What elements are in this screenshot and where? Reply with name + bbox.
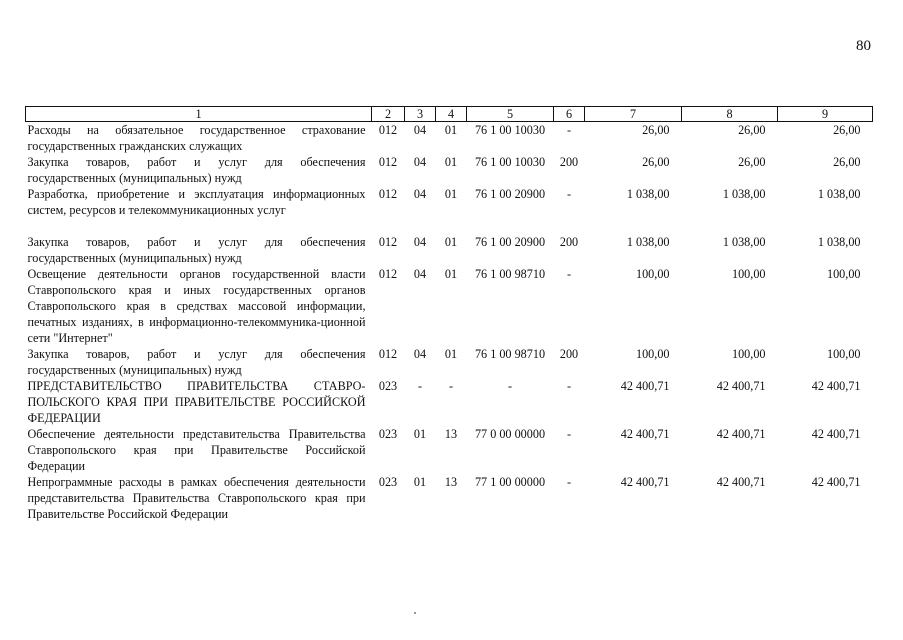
row-amount-2: 1 038,00: [722, 235, 766, 249]
table-spacer-row: [26, 218, 873, 234]
row-code-subsection: -: [448, 379, 454, 393]
table-row: [26, 474, 873, 522]
row-code-section: 01: [413, 475, 427, 489]
row-name: ПРЕДСТАВИТЕЛЬСТВО ПРАВИТЕЛЬСТВА СТАВРО-ПОЛЬСКОГО КРАЯ ПРИ ПРАВИТЕЛЬСТВЕ РОССИЙСКОЙ ФЕДЕРАЦИИ: [27, 379, 366, 425]
table-row: [26, 378, 873, 426]
row-code-ministry: 023: [378, 427, 398, 441]
row-code-expense-type: 200: [559, 235, 579, 249]
row-code-expense-type: -: [566, 379, 572, 393]
row-amount-2: 1 038,00: [722, 187, 766, 201]
row-code-target: -: [507, 379, 513, 393]
table-row: [26, 122, 873, 155]
row-amount-2: 42 400,71: [716, 379, 766, 393]
row-code-subsection: 13: [444, 475, 458, 489]
row-code-expense-type: 200: [559, 347, 579, 361]
row-code-subsection: 01: [444, 123, 458, 137]
row-code-expense-type: -: [566, 187, 572, 201]
row-name: Закупка товаров, работ и услуг для обеспечения государственных (муниципальных) нужд: [27, 155, 366, 185]
column-header-1: 1: [26, 107, 372, 122]
row-code-ministry: 012: [378, 347, 398, 361]
row-code-target: 76 1 00 10030: [474, 123, 546, 137]
row-amount-1: 42 400,71: [620, 379, 670, 393]
row-code-section: 04: [413, 235, 427, 249]
row-amount-1: 1 038,00: [626, 235, 670, 249]
column-header-8: 8: [682, 107, 778, 122]
row-amount-3: 42 400,71: [811, 427, 861, 441]
row-amount-1: 100,00: [635, 267, 670, 281]
row-code-target: 76 1 00 10030: [474, 155, 546, 169]
budget-table: [25, 106, 873, 522]
row-code-target: 77 0 00 00000: [474, 427, 546, 441]
table-row: [26, 234, 873, 266]
row-code-target: 76 1 00 20900: [474, 187, 546, 201]
row-amount-2: 26,00: [738, 155, 766, 169]
row-name: Закупка товаров, работ и услуг для обеспечения государственных (муниципальных) нужд: [27, 235, 366, 265]
row-amount-2: 42 400,71: [716, 475, 766, 489]
table-row: [26, 346, 873, 378]
row-code-ministry: 012: [378, 267, 398, 281]
row-amount-3: 42 400,71: [811, 379, 861, 393]
row-code-section: -: [417, 379, 423, 393]
row-name: Непрограммные расходы в рамках обеспечения деятельности представительства Правительства Ставропольского края при Правительстве Российской Федерации: [27, 475, 366, 521]
row-code-subsection: 01: [444, 155, 458, 169]
row-amount-2: 42 400,71: [716, 427, 766, 441]
row-code-expense-type: 200: [559, 155, 579, 169]
table-header-row: [26, 107, 873, 122]
column-header-3: 3: [405, 107, 436, 122]
row-amount-3: 100,00: [826, 267, 861, 281]
row-amount-3: 26,00: [833, 123, 861, 137]
row-code-target: 76 1 00 98710: [474, 267, 546, 281]
row-amount-1: 100,00: [635, 347, 670, 361]
row-code-section: 01: [413, 427, 427, 441]
row-code-ministry: 012: [378, 235, 398, 249]
column-header-5: 5: [467, 107, 554, 122]
row-amount-3: 1 038,00: [817, 187, 861, 201]
column-header-9: 9: [778, 107, 873, 122]
row-amount-1: 42 400,71: [620, 427, 670, 441]
row-amount-2: 26,00: [738, 123, 766, 137]
table-row: [26, 154, 873, 186]
row-code-section: 04: [413, 347, 427, 361]
row-code-section: 04: [413, 267, 427, 281]
row-code-section: 04: [413, 155, 427, 169]
scan-speck: [414, 612, 416, 614]
row-name: Обеспечение деятельности представительства Правительства Ставропольского края при Правительстве Российской Федерации: [27, 427, 366, 473]
row-name: Разработка, приобретение и эксплуатация информационных систем, ресурсов и телекоммуникационных услуг: [27, 187, 366, 217]
page-number: 80: [856, 38, 871, 54]
column-header-6: 6: [554, 107, 585, 122]
row-code-ministry: 012: [378, 155, 398, 169]
row-code-subsection: 01: [444, 187, 458, 201]
row-name: Освещение деятельности органов государственной власти Ставропольского края и иных государственных органов Ставропольского края в средствах массовой информации, печатных изданиях, в информационно-телекоммуника-ционной сети "Интернет": [27, 267, 366, 345]
row-amount-2: 100,00: [731, 267, 766, 281]
table-row: [26, 426, 873, 474]
row-code-expense-type: -: [566, 123, 572, 137]
row-code-subsection: 13: [444, 427, 458, 441]
row-code-ministry: 023: [378, 379, 398, 393]
table-row: [26, 266, 873, 346]
spacer-cell: [26, 218, 873, 234]
row-amount-1: 26,00: [642, 123, 670, 137]
row-amount-1: 1 038,00: [626, 187, 670, 201]
row-amount-3: 26,00: [833, 155, 861, 169]
row-code-section: 04: [413, 187, 427, 201]
row-name: Расходы на обязательное государственное страхование государственных гражданских служащих: [27, 123, 366, 153]
row-code-ministry: 012: [378, 187, 398, 201]
row-amount-3: 42 400,71: [811, 475, 861, 489]
row-code-expense-type: -: [566, 475, 572, 489]
row-amount-1: 26,00: [642, 155, 670, 169]
row-code-subsection: 01: [444, 347, 458, 361]
column-header-4: 4: [436, 107, 467, 122]
row-code-subsection: 01: [444, 267, 458, 281]
row-code-target: 76 1 00 98710: [474, 347, 546, 361]
row-amount-2: 100,00: [731, 347, 766, 361]
row-code-ministry: 023: [378, 475, 398, 489]
row-code-target: 77 1 00 00000: [474, 475, 546, 489]
row-name: Закупка товаров, работ и услуг для обеспечения государственных (муниципальных) нужд: [27, 347, 366, 377]
column-header-2: 2: [372, 107, 405, 122]
row-code-expense-type: -: [566, 267, 572, 281]
row-amount-3: 1 038,00: [817, 235, 861, 249]
row-amount-3: 100,00: [826, 347, 861, 361]
row-code-section: 04: [413, 123, 427, 137]
row-amount-1: 42 400,71: [620, 475, 670, 489]
table-row: [26, 186, 873, 218]
row-code-expense-type: -: [566, 427, 572, 441]
column-header-7: 7: [585, 107, 682, 122]
row-code-ministry: 012: [378, 123, 398, 137]
row-code-target: 76 1 00 20900: [474, 235, 546, 249]
row-code-subsection: 01: [444, 235, 458, 249]
